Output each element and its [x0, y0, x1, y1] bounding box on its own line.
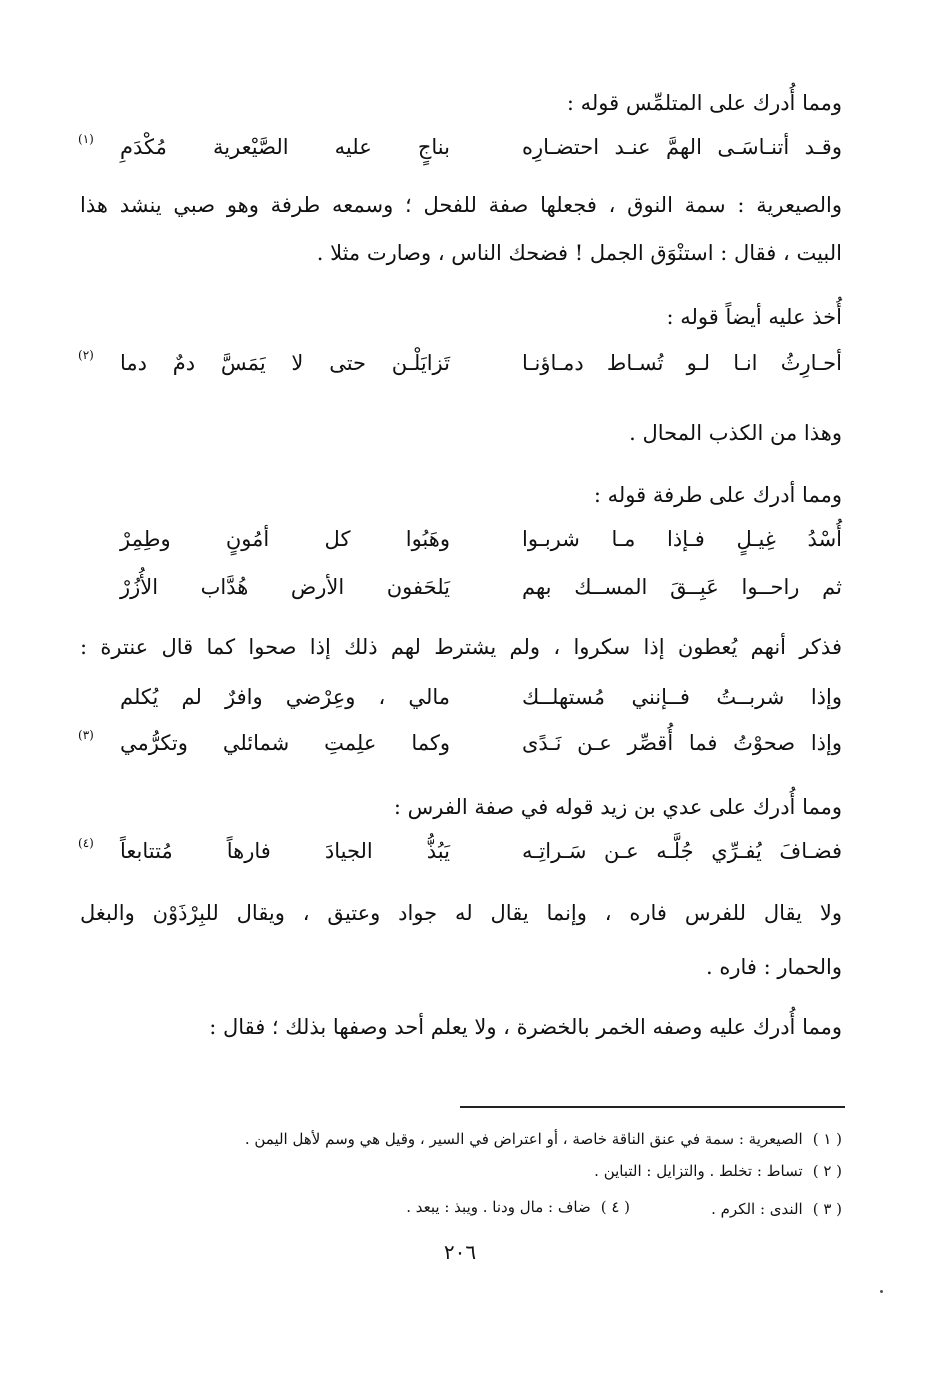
footnote-divider	[460, 1106, 845, 1108]
verse-4	[100, 570, 842, 604]
intro-line-tarafa: ومما أدرك على طرفة قوله :	[593, 483, 842, 507]
verse-2-footnote-ref: (٢)	[78, 348, 94, 362]
footnote-2-number: ( ٢ )	[812, 1162, 842, 1180]
footnote-4-number: ( ٤ )	[600, 1198, 630, 1216]
verse-1-footnote-ref: (١)	[78, 132, 94, 146]
footnote-1-text: الصيعرية : سمة في عنق الناقة خاصة ، أو اعتراض في السير ، وقيل هي وسم لأهل اليمن .	[244, 1130, 803, 1148]
prose-line-lie: وهذا من الكذب المحال .	[629, 421, 842, 445]
prose-line-antara: فذكر أنهم يُعطون إذا سكروا ، ولم يشترط لهم ذلك إذا صحوا كما قال عنترة :	[80, 635, 842, 659]
prose-line-wine: ومما أُدرك عليه وصفه الخمر بالخضرة ، ولا يعلم أحد وصفها بذلك ؛ فقال :	[209, 1015, 842, 1039]
intro-line-mutalammis: ومما أُدرك على المتلمِّس قوله :	[566, 91, 842, 115]
prose-line-istanwaq: البيت ، فقال : استنْوَق الجمل ! فضحك الناس ، وصارت مثلا .	[316, 241, 842, 265]
verse-3-second-hemistich: وهَبُوا كل أمُونٍ وطِمِرْ	[120, 527, 450, 551]
verse-6-first-hemistich: وإذا صحوْتُ فما أُقصِّر عـن نَـدًى	[522, 731, 842, 755]
prose-line-sayariya: والصيعرية : سمة النوق ، فجعلها صفة للفحل ؛ وسمعه طرفة وهو صبي ينشد هذا	[80, 193, 842, 217]
verse-3	[100, 522, 842, 556]
scan-speck	[880, 1290, 883, 1293]
verse-2-first-hemistich: أحـارِثُ انـا لـو تُسـاط دمـاؤنـا	[522, 351, 842, 375]
verse-6	[78, 726, 842, 760]
verse-3-first-hemistich: أُسْدُ غِيـلٍ فـإذا مـا شربـوا	[522, 527, 842, 551]
verse-4-second-hemistich: يَلحَفون الأرض هُدَّاب الأُزُرْ	[120, 575, 450, 599]
verse-5-second-hemistich: مالي ، وعِرْضي وافرٌ لم يُكلم	[120, 685, 450, 709]
footnote-3	[711, 1198, 842, 1220]
verse-1	[78, 130, 842, 164]
footnote-4	[406, 1196, 630, 1218]
verse-6-second-hemistich: وكما علِمتِ شمائلي وتكرُّمي	[120, 731, 450, 755]
footnote-4-text: ضاف : مال ودنا . ويبذ : يبعد .	[406, 1198, 591, 1216]
footnote-3-text: الندى : الكرم .	[711, 1200, 803, 1218]
prose-line-donkey: والحمار : فاره .	[706, 955, 842, 979]
verse-7	[78, 834, 842, 868]
verse-7-second-hemistich: يَبُذُّ الجيادَ فارهاً مُتتابعاً	[120, 839, 450, 863]
verse-2	[78, 346, 842, 380]
verse-7-first-hemistich: فضـافَ يُفـرِّي جُلَّـه عـن سَـراتِـه	[522, 839, 842, 863]
verse-5	[100, 680, 842, 714]
intro-line-adi: ومما أُدرك على عدي بن زيد قوله في صفة الفرس :	[393, 795, 842, 819]
verse-4-first-hemistich: ثم راحــوا عَبِــقَ المســك بهم	[522, 575, 842, 599]
verse-7-footnote-ref: (٤)	[78, 836, 94, 850]
footnote-2	[594, 1160, 842, 1182]
verse-2-second-hemistich: تَزايَلْـن حتى لا يَمَسَّ دمٌ دما	[120, 351, 450, 375]
footnote-3-number: ( ٣ )	[812, 1200, 842, 1218]
verse-1-second-hemistich: بناجٍ عليه الصَّيْعرية مُكْدَمِ	[120, 135, 450, 159]
footnote-2-text: تساط : تخلط . والتزايل : التباين .	[594, 1162, 803, 1180]
footnote-1	[245, 1128, 842, 1150]
verse-1-first-hemistich: وقـد أتنـاسَـى الهمَّ عنـد احتضـارِه	[522, 135, 842, 159]
prose-line-horse: ولا يقال للفرس فاره ، وإنما يقال له جواد وعتيق ، ويقال للبِرْذَوْن والبغل	[80, 901, 842, 925]
intro-line-also: أُخذ عليه أيضاً قوله :	[666, 305, 842, 329]
verse-5-first-hemistich: وإذا شربــتُ فــإنني مُستهلــك	[522, 685, 842, 709]
page-number: ٢٠٦	[443, 1240, 477, 1264]
footnote-1-number: ( ١ )	[812, 1130, 842, 1148]
verse-6-footnote-ref: (٣)	[78, 728, 94, 742]
